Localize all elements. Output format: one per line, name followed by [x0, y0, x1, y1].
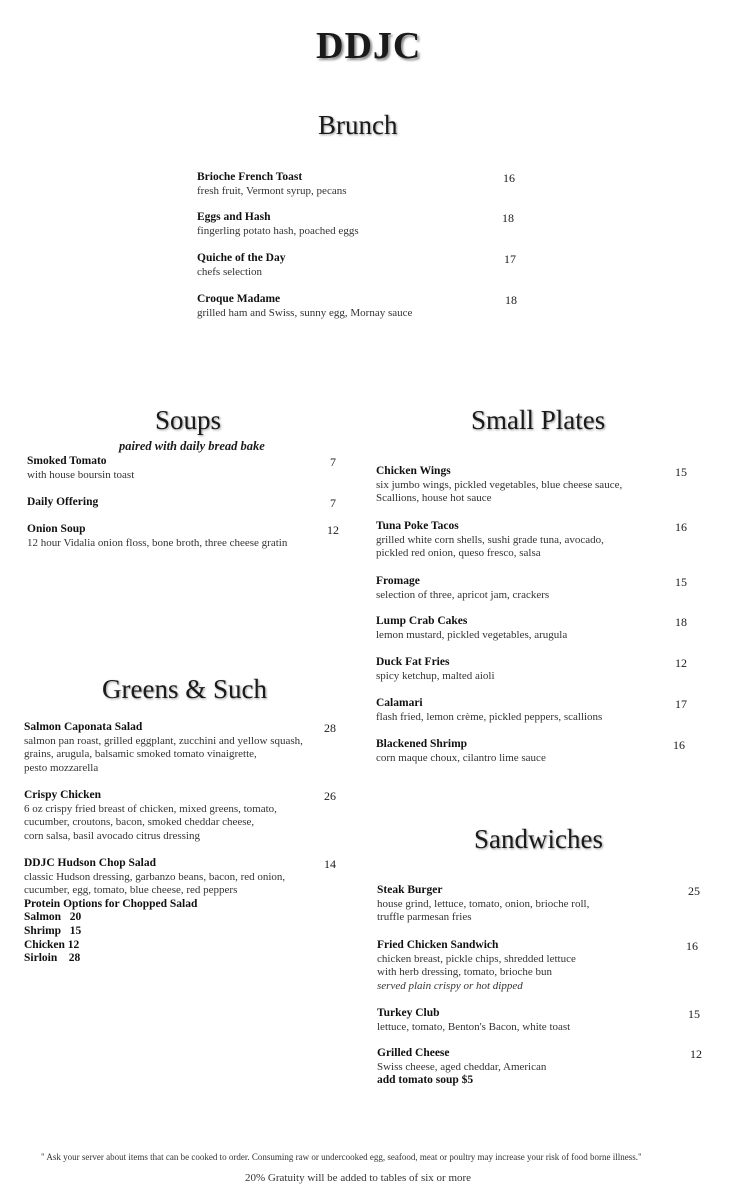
item-description-line: lettuce, tomato, Benton's Bacon, white toast [377, 1020, 571, 1033]
section-heading-sandwiches: Sandwiches [474, 824, 603, 854]
item-description-line: corn maque choux, cilantro lime sauce [376, 751, 546, 764]
item-description: 12 hour Vidalia onion floss, bone broth, three cheese gratin [27, 536, 288, 549]
item-name: Duck Fat Fries [376, 656, 450, 668]
section-subheading: paired with daily bread bake [119, 439, 265, 453]
item-price: 18 [675, 615, 687, 629]
protein-option: Shrimp 15 [24, 924, 82, 937]
menu-item [376, 656, 495, 683]
section-heading-small-plates: Small Plates [471, 405, 606, 435]
item-description-line: with herb dressing, tomato, brioche bun [377, 966, 553, 979]
item-price: 28 [324, 721, 336, 735]
item-price: 7 [330, 455, 336, 469]
item-name: Fried Chicken Sandwich [377, 939, 499, 951]
menu-item [377, 1047, 546, 1088]
item-description-line: truffle parmesan fries [377, 911, 472, 924]
item-note: served plain crispy or hot dipped [377, 979, 523, 992]
item-description-line: spicy ketchup, malted aioli [376, 669, 495, 682]
item-description-line: house grind, lettuce, tomato, onion, brioche roll, [377, 897, 590, 910]
item-description-line: Scallions, house hot sauce [376, 492, 492, 505]
item-price: 18 [505, 293, 517, 307]
item-description-line: flash fried, lemon crème, pickled peppers, scallions [376, 710, 603, 723]
item-price: 12 [690, 1047, 702, 1061]
menu-item [377, 884, 589, 925]
menu-item [376, 520, 604, 561]
item-description-line: pesto mozzarella [24, 761, 99, 774]
item-name: Daily Offering [27, 496, 99, 508]
item-description: with house boursin toast [27, 468, 135, 481]
gratuity-note: 20% Gratuity will be added to tables of six or more [245, 1172, 472, 1184]
menu-item [376, 738, 546, 765]
item-description-line: corn salsa, basil avocado citrus dressing [24, 829, 200, 842]
item-price: 16 [503, 171, 515, 185]
section-heading-brunch: Brunch [318, 110, 398, 140]
menu-item [376, 575, 549, 602]
item-price: 17 [504, 252, 516, 266]
section-heading-greens: Greens & Such [102, 674, 267, 704]
item-price: 26 [324, 789, 336, 803]
item-name: Calamari [376, 697, 423, 709]
item-name: Salmon Caponata Salad [24, 721, 143, 733]
item-name: Quiche of the Day [197, 252, 286, 264]
menu-title: DDJC [316, 25, 422, 67]
item-add-on: add tomato soup $5 [377, 1074, 474, 1087]
item-name: Crispy Chicken [24, 789, 101, 801]
item-price: 12 [675, 656, 687, 670]
item-name: Chicken Wings [376, 465, 451, 477]
menu-item [197, 252, 285, 279]
item-price: 14 [324, 857, 336, 871]
item-description-line: salmon pan roast, grilled eggplant, zucchini and yellow squash, [24, 734, 303, 747]
item-name: Smoked Tomato [27, 455, 107, 467]
menu-item [197, 211, 359, 238]
item-name: Eggs and Hash [197, 211, 271, 223]
item-name: Brioche French Toast [197, 171, 303, 183]
menu-item [27, 523, 287, 550]
item-description-line: cucumber, croutons, bacon, smoked cheddar cheese, [24, 816, 255, 829]
protein-option: Salmon 20 [24, 911, 82, 924]
menu-item [24, 857, 285, 966]
item-price: 12 [327, 523, 339, 537]
item-description: grilled ham and Swiss, sunny egg, Mornay sauce [197, 306, 413, 319]
menu-item [24, 789, 277, 843]
item-name: Steak Burger [377, 884, 443, 896]
item-price: 15 [675, 575, 687, 589]
item-price: 15 [675, 465, 687, 479]
menu-item [377, 939, 576, 993]
menu-item [376, 697, 602, 724]
item-price: 16 [673, 738, 685, 752]
item-description: fresh fruit, Vermont syrup, pecans [197, 184, 347, 197]
item-price: 15 [688, 1007, 700, 1021]
item-description-line: grilled white corn shells, sushi grade tuna, avocado, [376, 533, 604, 546]
item-price: 16 [675, 520, 687, 534]
protein-option: Chicken 12 [24, 938, 80, 951]
food-safety-disclaimer: " Ask your server about items that can be cooked to order. Consuming raw or undercooked egg, seafood, meat or poultry may increase your risk of food borne illness." [41, 1152, 642, 1162]
item-description-line: lemon mustard, pickled vegetables, arugula [376, 628, 568, 641]
item-name: Turkey Club [377, 1007, 440, 1019]
menu-item [197, 171, 346, 198]
item-name: Blackened Shrimp [376, 738, 468, 750]
item-price: 7 [330, 496, 336, 510]
item-name: Lump Crab Cakes [376, 615, 468, 627]
menu-item [197, 293, 412, 320]
item-name: Onion Soup [27, 523, 86, 535]
protein-options-heading: Protein Options for Chopped Salad [24, 897, 198, 910]
item-name: Grilled Cheese [377, 1047, 450, 1059]
item-description: fingerling potato hash, poached eggs [197, 224, 359, 237]
menu-item [376, 465, 622, 506]
item-description-line: chicken breast, pickle chips, shredded lettuce [377, 952, 576, 965]
protein-option: Sirloin 28 [24, 952, 81, 965]
item-name: Fromage [376, 575, 420, 587]
item-description: chefs selection [197, 265, 263, 278]
item-name: Tuna Poke Tacos [376, 520, 459, 532]
menu-item [27, 496, 98, 510]
item-description-line: six jumbo wings, pickled vegetables, blue cheese sauce, [376, 478, 623, 491]
item-description-line: Swiss cheese, aged cheddar, American [377, 1060, 547, 1073]
item-description-line: 6 oz crispy fried breast of chicken, mixed greens, tomato, [24, 802, 277, 815]
item-price: 17 [675, 697, 687, 711]
section-heading-soups: Soups [155, 405, 222, 435]
item-name: Croque Madame [197, 293, 281, 305]
item-description-line: cucumber, egg, tomato, blue cheese, red peppers [24, 884, 238, 897]
item-description-line: classic Hudson dressing, garbanzo beans, bacon, red onion, [24, 870, 286, 883]
menu-item [377, 1007, 570, 1034]
item-description-line: pickled red onion, queso fresco, salsa [376, 547, 541, 560]
item-price: 18 [502, 211, 514, 225]
item-description-line: grains, arugula, balsamic smoked tomato vinaigrette, [24, 748, 257, 761]
item-price: 25 [688, 884, 700, 898]
menu-item [376, 615, 567, 642]
item-name: DDJC Hudson Chop Salad [24, 857, 156, 869]
menu-item [27, 455, 134, 482]
item-description-line: selection of three, apricot jam, crackers [376, 588, 550, 601]
item-price: 16 [686, 939, 698, 953]
menu-item [24, 721, 303, 775]
